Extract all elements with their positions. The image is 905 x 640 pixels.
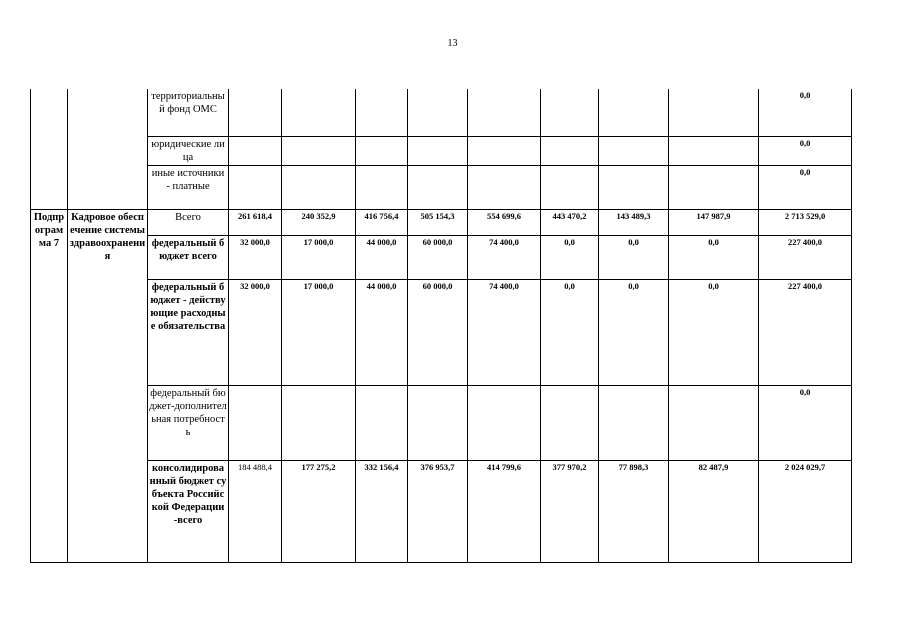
value-cell: 77 898,3: [599, 460, 669, 562]
value-cell: 60 000,0: [408, 279, 468, 385]
total-cell: 0,0: [759, 89, 852, 136]
source-cell: территориальный фонд ОМС: [148, 89, 229, 136]
value-cell: [599, 89, 669, 136]
value-cell: [229, 89, 282, 136]
value-cell: [599, 385, 669, 460]
value-cell: 74 400,0: [468, 235, 541, 279]
total-cell: 0,0: [759, 136, 852, 165]
value-cell: 377 970,2: [541, 460, 599, 562]
page-number: 13: [447, 38, 458, 49]
value-cell: [356, 89, 408, 136]
value-cell: 240 352,9: [282, 209, 356, 235]
source-cell: консолидированный бюджет субъекта Российской Федерации -всего: [148, 460, 229, 562]
value-cell: 177 275,2: [282, 460, 356, 562]
value-cell: 416 756,4: [356, 209, 408, 235]
value-cell: 443 470,2: [541, 209, 599, 235]
source-cell: иные источники - платные: [148, 165, 229, 209]
value-cell: 0,0: [541, 279, 599, 385]
value-cell: 147 987,9: [669, 209, 759, 235]
value-cell: 0,0: [599, 235, 669, 279]
table-row: [31, 89, 852, 136]
value-cell: 60 000,0: [408, 235, 468, 279]
source-cell: Всего: [148, 209, 229, 235]
source-cell: федеральный бюджет-дополнительная потребность: [148, 385, 229, 460]
value-cell: 332 156,4: [356, 460, 408, 562]
value-cell: 376 953,7: [408, 460, 468, 562]
value-cell: [356, 385, 408, 460]
value-cell: [229, 385, 282, 460]
source-cell: юридические лица: [148, 136, 229, 165]
table-row: [31, 209, 852, 235]
value-cell: 0,0: [541, 235, 599, 279]
value-cell: [408, 385, 468, 460]
value-cell: [541, 89, 599, 136]
subprogram-cell-empty: [31, 89, 68, 209]
value-cell: 32 000,0: [229, 279, 282, 385]
value-cell: 261 618,4: [229, 209, 282, 235]
value-cell: 414 799,6: [468, 460, 541, 562]
budget-table: [30, 89, 852, 563]
table-body: [31, 89, 852, 562]
value-cell: 0,0: [669, 235, 759, 279]
value-cell: 0,0: [669, 279, 759, 385]
value-cell: [468, 385, 541, 460]
source-cell: федеральный бюджет - действующие расходные обязательства: [148, 279, 229, 385]
value-cell: [282, 385, 356, 460]
value-cell: 0,0: [599, 279, 669, 385]
table-row: [31, 235, 852, 279]
subprogram-name: Кадровое обеспечение системы здравоохранения: [68, 209, 148, 562]
value-cell: 184 488,4: [229, 460, 282, 562]
subprogram-label: Подпрограмма 7: [31, 209, 68, 562]
value-cell: 554 699,6: [468, 209, 541, 235]
table-row: [31, 385, 852, 460]
name-cell-empty: [68, 89, 148, 209]
value-cell: 74 400,0: [468, 279, 541, 385]
value-cell: [541, 385, 599, 460]
table-row: [31, 136, 852, 165]
value-cell: 17 000,0: [282, 279, 356, 385]
total-cell: 2 024 029,7: [759, 460, 852, 562]
total-cell: 0,0: [759, 165, 852, 209]
total-cell: 0,0: [759, 385, 852, 460]
value-cell: [282, 89, 356, 136]
total-cell: 2 713 529,0: [759, 209, 852, 235]
value-cell: 44 000,0: [356, 235, 408, 279]
table-row: [31, 279, 852, 385]
table-row: [31, 165, 852, 209]
table-row: [31, 460, 852, 562]
value-cell: 17 000,0: [282, 235, 356, 279]
value-cell: 32 000,0: [229, 235, 282, 279]
value-cell: 82 487,9: [669, 460, 759, 562]
value-cell: [408, 89, 468, 136]
value-cell: [669, 89, 759, 136]
total-cell: 227 400,0: [759, 235, 852, 279]
value-cell: [468, 89, 541, 136]
total-cell: 227 400,0: [759, 279, 852, 385]
value-cell: 505 154,3: [408, 209, 468, 235]
value-cell: 44 000,0: [356, 279, 408, 385]
value-cell: [669, 385, 759, 460]
value-cell: 143 489,3: [599, 209, 669, 235]
source-cell: федеральный бюджет всего: [148, 235, 229, 279]
